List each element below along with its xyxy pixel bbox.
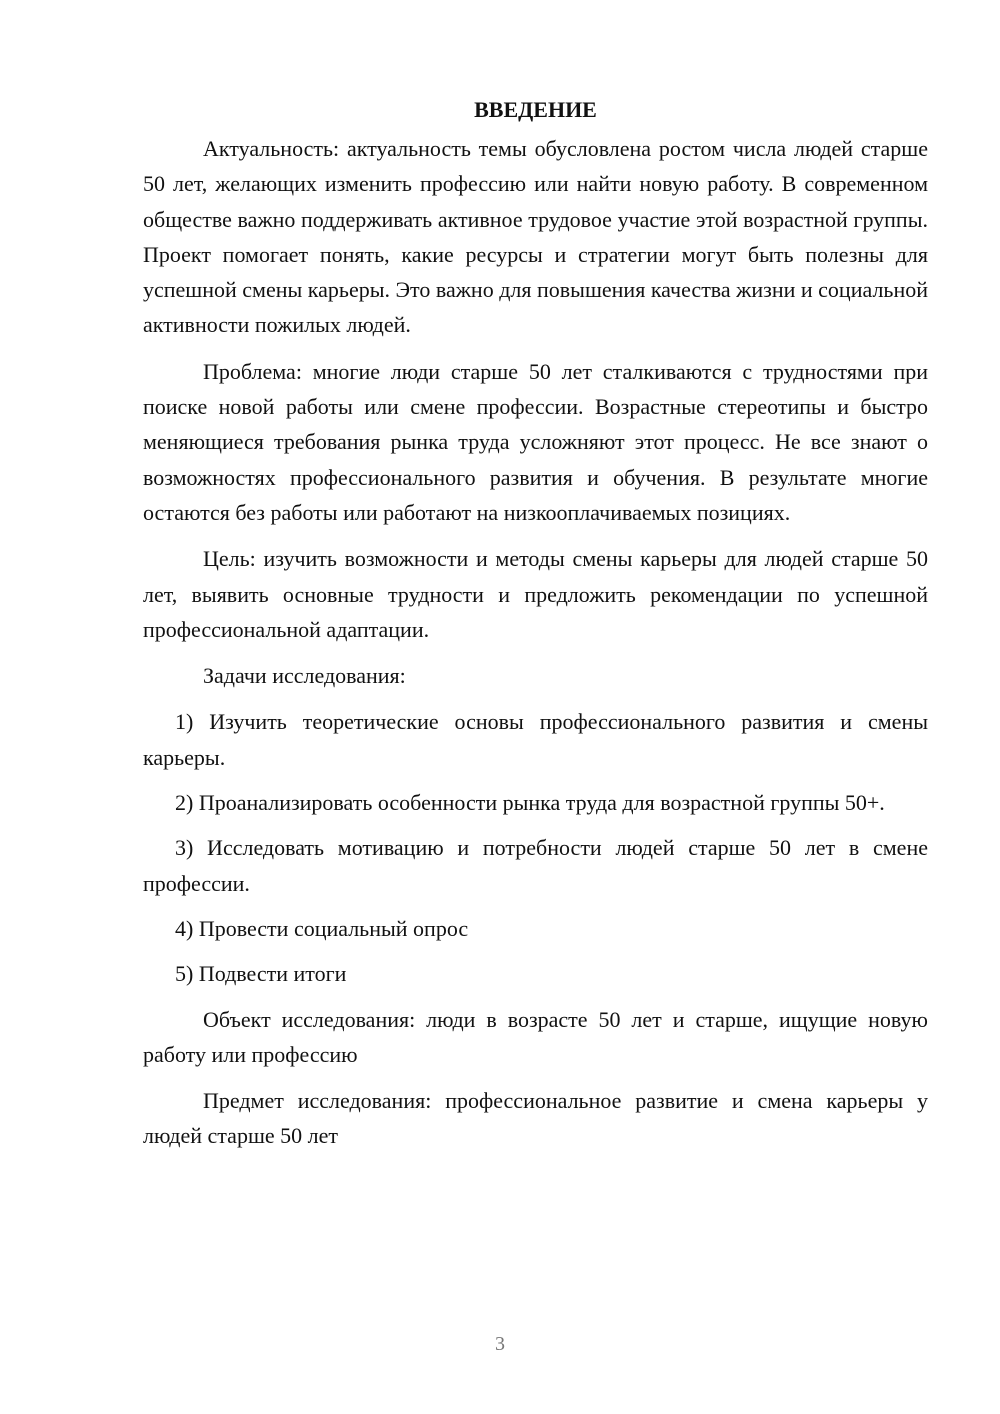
page-number: 3 <box>495 1333 505 1355</box>
relevance-paragraph: Актуальность: актуальность темы обусловлена ростом числа людей старше 50 лет, желающих изменить профессию или найти новую работу. В современном обществе важно поддерживать активное трудовое участие этой возрастной группы. Проект помогает понять, какие ресурсы и стратегии могут быть полезны для успешной смены карьеры. Это важно для повышения качества жизни и социальной активности пожилых людей. <box>143 136 928 338</box>
task-item: 4) Провести социальный опрос <box>175 915 469 941</box>
task-item: 1) Изучить теоретические основы профессионального развития и смены карьеры. <box>143 709 928 770</box>
subject-paragraph: Предмет исследования: профессиональное развитие и смена карьеры у людей старше 50 лет <box>143 1088 928 1149</box>
object-paragraph: Объект исследования: люди в возрасте 50 лет и старше, ищущие новую работу или профессию <box>143 1006 928 1067</box>
task-item: 5) Подвести итоги <box>175 961 347 987</box>
problem-paragraph: Проблема: многие люди старше 50 лет сталкиваются с трудностями при поиске новой работы или смене профессии. Возрастные стереотипы и быстро меняющиеся требования рынка труда усложняют этот процесс. Не все знают о возможностях профессионального развития и обучения. В результате многие остаются без работы или работают на низкооплачиваемых позициях. <box>143 358 928 525</box>
task-item: 2) Проанализировать особенности рынка труда для возрастной группы 50+. <box>175 790 885 816</box>
page-content <box>143 92 928 1165</box>
goal-paragraph: Цель: изучить возможности и методы смены карьеры для людей старше 50 лет, выявить основные трудности и предложить рекомендации по успешной профессиональной адаптации. <box>143 546 928 642</box>
page-title: ВВЕДЕНИЕ <box>474 97 597 122</box>
task-item: 3) Исследовать мотивацию и потребности людей старше 50 лет в смене профессии. <box>143 835 928 896</box>
tasks-heading: Задачи исследования: <box>203 663 406 689</box>
